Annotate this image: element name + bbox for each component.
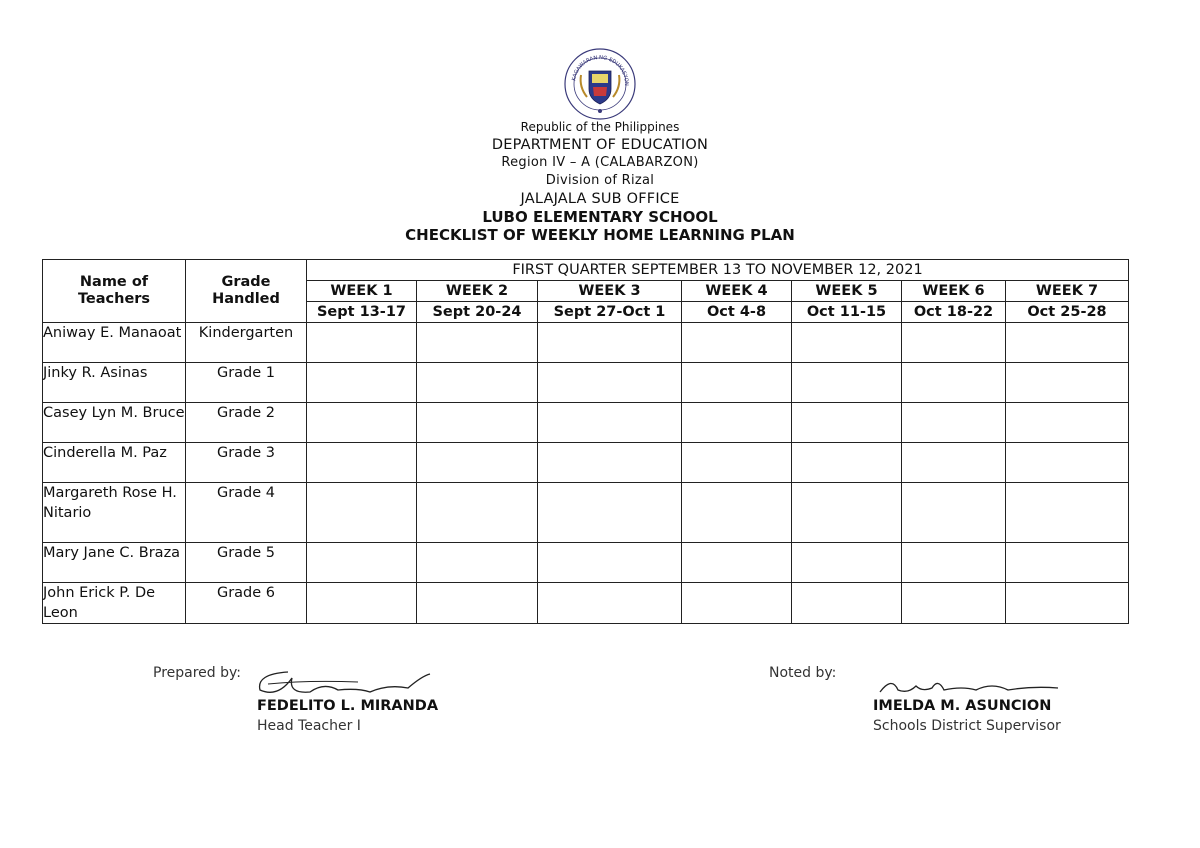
teacher-name-cell: John Erick P. De Leon	[43, 583, 186, 624]
header-dates-week-7: Oct 25-28	[1006, 302, 1129, 323]
sub-office-line: JALAJALA SUB OFFICE	[520, 191, 680, 207]
table-row	[43, 583, 1129, 624]
teacher-name-cell: Cinderella M. Paz	[43, 443, 186, 483]
seal-text: KAGAWARAN NG EDUKASYON	[571, 54, 630, 86]
header-week-6: WEEK 6	[902, 281, 1006, 302]
checklist-cell-week-7[interactable]	[1006, 543, 1129, 583]
prepared-by-name: FEDELITO L. MIRANDA	[257, 698, 439, 714]
grade-handled-cell: Grade 6	[186, 583, 307, 624]
checklist-cell-week-6[interactable]	[902, 323, 1006, 363]
header-dates-week-1: Sept 13-17	[307, 302, 417, 323]
checklist-cell-week-4[interactable]	[682, 363, 792, 403]
checklist-cell-week-5[interactable]	[792, 483, 902, 543]
checklist-cell-week-3[interactable]	[538, 583, 682, 624]
checklist-cell-week-4[interactable]	[682, 583, 792, 624]
table-row	[43, 363, 1129, 403]
teacher-name-cell: Margareth Rose H. Nitario	[43, 483, 186, 543]
deped-seal-logo	[563, 47, 637, 121]
checklist-cell-week-7[interactable]	[1006, 403, 1129, 443]
header-dates-week-3: Sept 27-Oct 1	[538, 302, 682, 323]
checklist-cell-week-4[interactable]	[682, 543, 792, 583]
checklist-cell-week-2[interactable]	[417, 323, 538, 363]
grade-handled-cell: Grade 4	[186, 483, 307, 543]
checklist-cell-week-4[interactable]	[682, 483, 792, 543]
checklist-cell-week-1[interactable]	[307, 363, 417, 403]
header-dates-week-5: Oct 11-15	[792, 302, 902, 323]
header-week-2: WEEK 2	[417, 281, 538, 302]
checklist-cell-week-1[interactable]	[307, 403, 417, 443]
checklist-cell-week-7[interactable]	[1006, 583, 1129, 624]
header-grade-handled: Grade Handled	[186, 260, 307, 323]
checklist-cell-week-5[interactable]	[792, 403, 902, 443]
checklist-table	[42, 259, 1129, 624]
checklist-cell-week-4[interactable]	[682, 443, 792, 483]
checklist-cell-week-3[interactable]	[538, 363, 682, 403]
table-row	[43, 323, 1129, 363]
teacher-name-cell: Casey Lyn M. Bruce	[43, 403, 186, 443]
checklist-cell-week-3[interactable]	[538, 323, 682, 363]
republic-line: Republic of the Philippines	[520, 120, 680, 134]
checklist-cell-week-7[interactable]	[1006, 443, 1129, 483]
header-name-of-teachers: Name of Teachers	[43, 260, 186, 323]
checklist-cell-week-7[interactable]	[1006, 363, 1129, 403]
table-row	[43, 483, 1129, 543]
teacher-name-cell: Aniway E. Manaoat	[43, 323, 186, 363]
header-week-1: WEEK 1	[307, 281, 417, 302]
grade-handled-cell: Grade 5	[186, 543, 307, 583]
checklist-cell-week-3[interactable]	[538, 443, 682, 483]
prepared-by-label: Prepared by:	[153, 665, 241, 681]
checklist-cell-week-2[interactable]	[417, 443, 538, 483]
header-dates-week-4: Oct 4-8	[682, 302, 792, 323]
checklist-cell-week-5[interactable]	[792, 323, 902, 363]
grade-handled-cell: Grade 3	[186, 443, 307, 483]
teacher-name-cell: Jinky R. Asinas	[43, 363, 186, 403]
grade-handled-cell: Grade 2	[186, 403, 307, 443]
checklist-cell-week-4[interactable]	[682, 323, 792, 363]
checklist-cell-week-7[interactable]	[1006, 323, 1129, 363]
checklist-cell-week-1[interactable]	[307, 483, 417, 543]
school-name: LUBO ELEMENTARY SCHOOL	[482, 208, 718, 226]
checklist-cell-week-6[interactable]	[902, 483, 1006, 543]
noted-by-label: Noted by:	[769, 665, 837, 681]
checklist-cell-week-3[interactable]	[538, 403, 682, 443]
table-row	[43, 403, 1129, 443]
grade-handled-cell: Kindergarten	[186, 323, 307, 363]
header-week-4: WEEK 4	[682, 281, 792, 302]
noted-by-title: Schools District Supervisor	[873, 718, 1061, 734]
document-title: CHECKLIST OF WEEKLY HOME LEARNING PLAN	[405, 226, 795, 244]
prepared-by-title: Head Teacher I	[257, 718, 361, 734]
checklist-cell-week-6[interactable]	[902, 403, 1006, 443]
checklist-cell-week-7[interactable]	[1006, 483, 1129, 543]
noted-by-block	[769, 665, 836, 681]
checklist-cell-week-2[interactable]	[417, 543, 538, 583]
checklist-cell-week-5[interactable]	[792, 543, 902, 583]
header-week-7: WEEK 7	[1006, 281, 1129, 302]
checklist-cell-week-1[interactable]	[307, 443, 417, 483]
checklist-cell-week-6[interactable]	[902, 363, 1006, 403]
division-line: Division of Rizal	[545, 173, 655, 188]
checklist-cell-week-6[interactable]	[902, 443, 1006, 483]
checklist-cell-week-3[interactable]	[538, 543, 682, 583]
region-line: Region IV – A (CALABARZON)	[501, 155, 699, 170]
checklist-cell-week-5[interactable]	[792, 363, 902, 403]
table-row	[43, 543, 1129, 583]
grade-handled-cell: Grade 1	[186, 363, 307, 403]
checklist-cell-week-5[interactable]	[792, 583, 902, 624]
checklist-cell-week-1[interactable]	[307, 583, 417, 624]
letterhead	[0, 118, 1200, 244]
header-week-5: WEEK 5	[792, 281, 902, 302]
checklist-cell-week-2[interactable]	[417, 483, 538, 543]
header-dates-week-6: Oct 18-22	[902, 302, 1006, 323]
checklist-cell-week-4[interactable]	[682, 403, 792, 443]
checklist-cell-week-3[interactable]	[538, 483, 682, 543]
table-row	[43, 443, 1129, 483]
checklist-cell-week-1[interactable]	[307, 543, 417, 583]
department-line: DEPARTMENT OF EDUCATION	[491, 137, 709, 153]
checklist-cell-week-1[interactable]	[307, 323, 417, 363]
prepared-by-block	[153, 665, 241, 681]
checklist-cell-week-6[interactable]	[902, 543, 1006, 583]
checklist-cell-week-2[interactable]	[417, 363, 538, 403]
teacher-name-cell: Mary Jane C. Braza	[43, 543, 186, 583]
header-quarter: FIRST QUARTER SEPTEMBER 13 TO NOVEMBER 12, 2021	[307, 260, 1129, 281]
header-dates-week-2: Sept 20-24	[417, 302, 538, 323]
header-week-3: WEEK 3	[538, 281, 682, 302]
checklist-cell-week-6[interactable]	[902, 583, 1006, 624]
checklist-cell-week-5[interactable]	[792, 443, 902, 483]
noted-by-name: IMELDA M. ASUNCION	[873, 698, 1052, 714]
checklist-cell-week-2[interactable]	[417, 403, 538, 443]
checklist-cell-week-2[interactable]	[417, 583, 538, 624]
